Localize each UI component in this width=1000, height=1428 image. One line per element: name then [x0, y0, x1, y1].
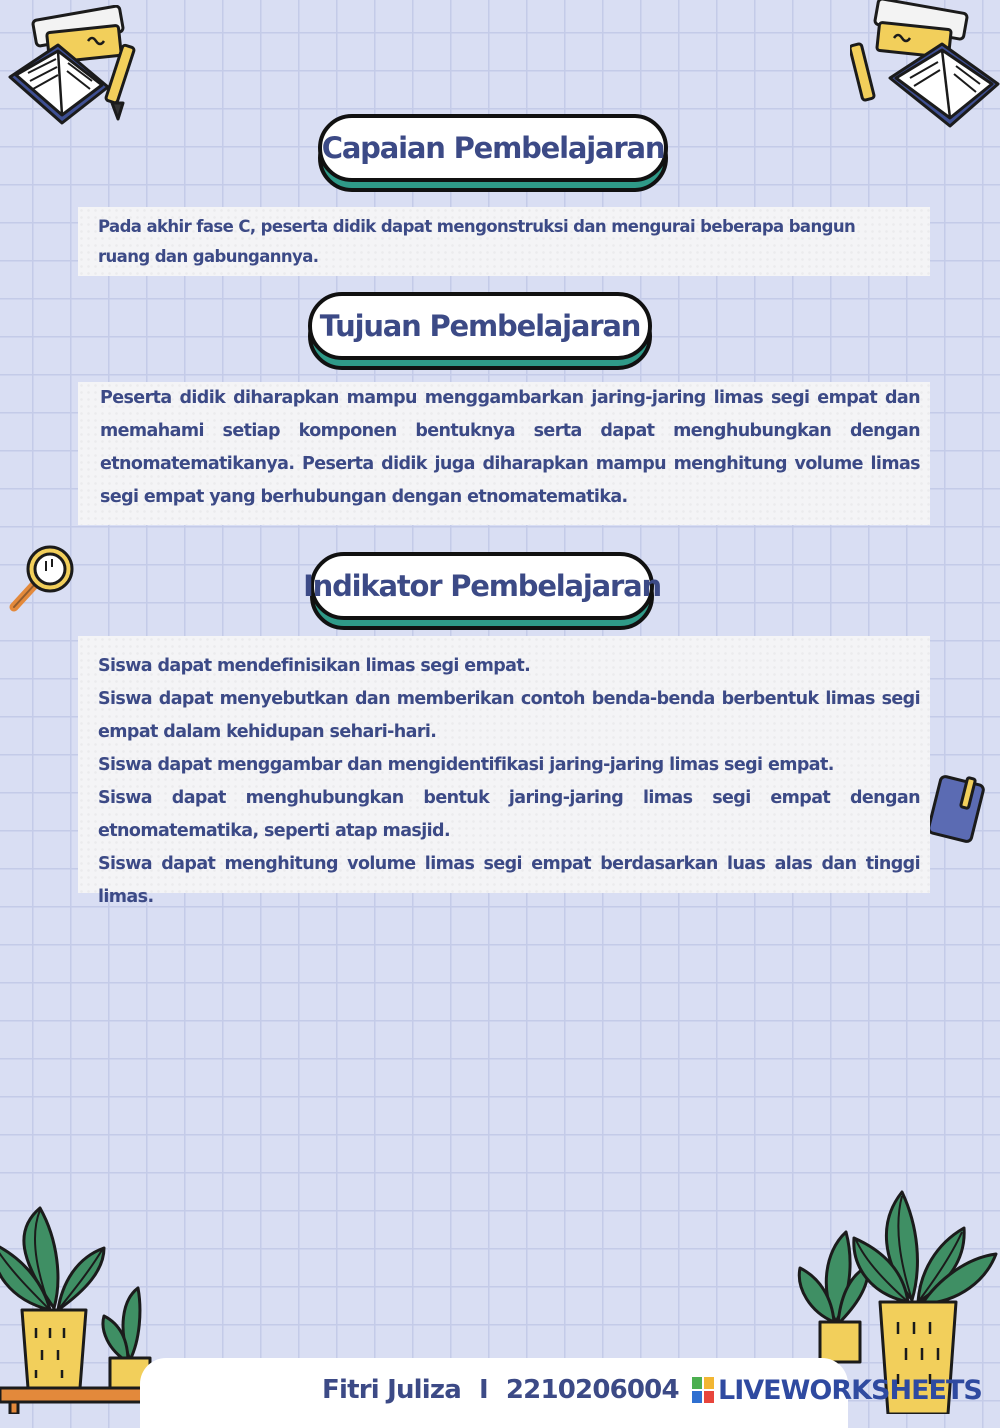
books-icon [850, 0, 1000, 140]
capaian-panel [78, 207, 930, 276]
heading-indikator-text: Indikator Pembelajaran [303, 569, 661, 603]
books-icon [0, 5, 150, 135]
heading-indikator [303, 552, 661, 620]
notebook-icon [924, 772, 990, 848]
brand-name: LIVEWORKSHEETS [718, 1374, 982, 1406]
indikator-panel [78, 636, 930, 907]
liveworksheets-logo-icon [692, 1377, 714, 1403]
footer-separator: I [478, 1375, 488, 1405]
footer-author: Fitri Juliza [322, 1375, 461, 1405]
footer-id: 2210206004 [505, 1375, 679, 1405]
indikator-item: Siswa dapat menghubungkan bentuk jaring-jaring limas segi empat dengan etnomatematika, seperti atap masjid. [98, 788, 920, 841]
heading-tujuan [308, 292, 652, 360]
indikator-item: Siswa dapat menggambar dan mengidentifikasi jaring-jaring limas segi empat. [98, 755, 834, 775]
heading-tujuan-text: Tujuan Pembelajaran [319, 309, 641, 343]
indikator-item: Siswa dapat mendefinisikan limas segi empat. [98, 656, 531, 676]
indikator-item: Siswa dapat menghitung volume limas segi empat berdasarkan luas alas dan tinggi limas. [98, 854, 920, 907]
magnifier-icon [6, 543, 76, 615]
heading-capaian [318, 114, 668, 182]
footer-credit [322, 1370, 679, 1410]
liveworksheets-brand[interactable] [692, 1372, 982, 1408]
indikator-item: Siswa dapat menyebutkan dan memberikan contoh benda-benda berbentuk limas segi empat dalam kehidupan sehari-hari. [98, 689, 920, 742]
capaian-text: Pada akhir fase C, peserta didik dapat mengonstruksi dan mengurai beberapa bangun ruang dan gabungannya. [98, 217, 856, 266]
tujuan-text: Peserta didik diharapkan mampu menggambarkan jaring-jaring limas segi empat dan memahami setiap komponen bentuknya serta dapat menghubungkan dengan etnomatematikanya. Peserta didik juga diharapkan mampu menghitung volume limas segi empat yang berhubungan dengan etnomatematika. [100, 388, 920, 507]
heading-capaian-text: Capaian Pembelajaran [321, 131, 665, 165]
tujuan-panel [78, 382, 930, 525]
